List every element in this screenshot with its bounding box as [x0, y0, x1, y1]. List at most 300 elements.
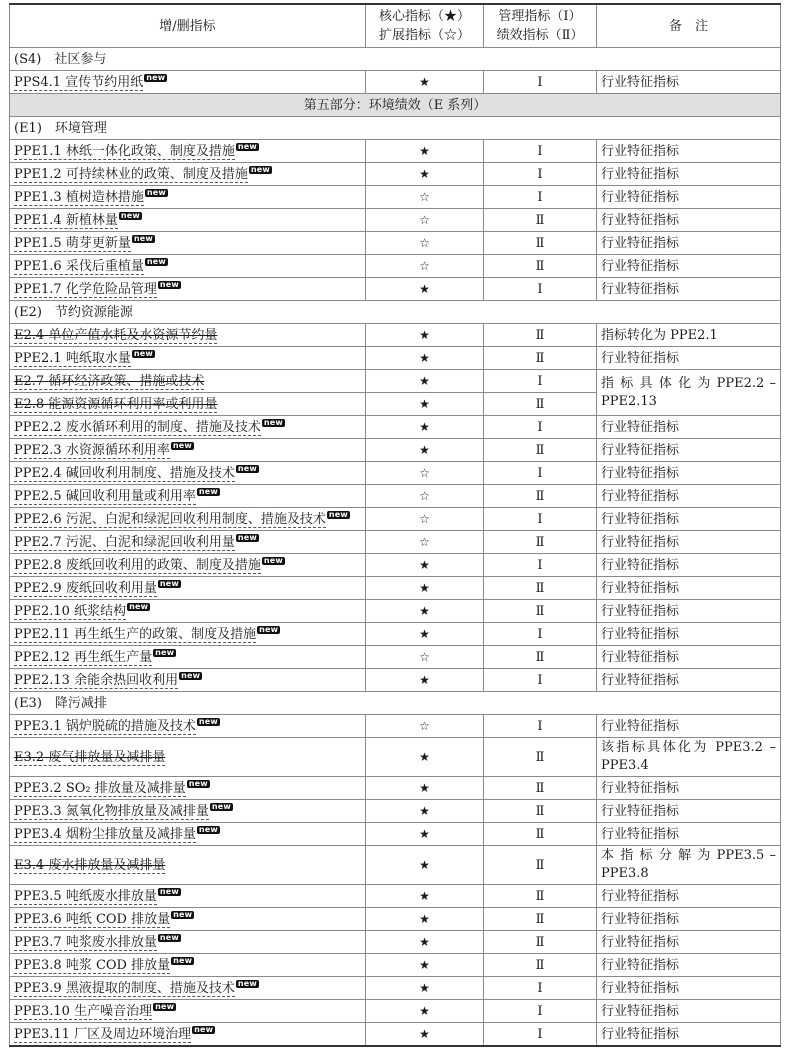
core-extended-cell: ☆ — [366, 508, 484, 531]
new-badge: new — [237, 979, 257, 989]
remark-cell: 行业特征指标 — [597, 777, 781, 800]
management-performance-cell: Ⅰ — [484, 977, 597, 1000]
management-performance-cell: Ⅰ — [484, 462, 597, 485]
indicator-code: PPE2.13 — [14, 672, 70, 688]
indicator-code: PPE3.9 — [14, 980, 62, 996]
indicator-text: 污泥、白泥和绿泥回收利用制度、措施及技术 — [65, 511, 326, 527]
indicator-cell — [10, 715, 366, 738]
indicator-name — [14, 673, 178, 689]
indicator-text: 废气排放量及减排量 — [48, 749, 166, 765]
table-row — [10, 846, 781, 885]
core-extended-cell: ☆ — [366, 186, 484, 209]
section-header-row — [10, 692, 781, 715]
indicator-code: PPE1.4 — [14, 212, 62, 228]
management-performance-cell: Ⅱ — [484, 232, 597, 255]
remark-cell: 行业特征指标 — [597, 669, 781, 692]
management-performance-cell: Ⅱ — [484, 600, 597, 623]
indicator-name — [14, 466, 235, 482]
header-remarks: 备 注 — [597, 4, 781, 48]
core-extended-cell: ☆ — [366, 209, 484, 232]
core-extended-cell: ★ — [366, 1000, 484, 1023]
table-row — [10, 485, 781, 508]
indicator-cell — [10, 347, 366, 370]
new-badge: new — [129, 602, 149, 612]
table-body — [10, 48, 781, 1047]
indicator-name — [14, 282, 157, 298]
table-row — [10, 1023, 781, 1047]
indicator-text: 吨浆废水排放量 — [65, 934, 157, 950]
remark-cell: 行业特征指标 — [597, 163, 781, 186]
deleted-indicator-name — [14, 858, 165, 874]
management-performance-cell: Ⅰ — [484, 508, 597, 531]
remark-cell: 行业特征指标 — [597, 931, 781, 954]
core-extended-cell: ☆ — [366, 462, 484, 485]
table-row — [10, 954, 781, 977]
indicator-cell — [10, 462, 366, 485]
section-header-row — [10, 48, 781, 71]
indicator-name — [14, 650, 152, 666]
indicator-cell — [10, 823, 366, 846]
indicator-name — [14, 489, 196, 505]
indicator-code: PPE1.5 — [14, 235, 62, 251]
new-badge: new — [159, 933, 179, 943]
header-management-performance — [484, 4, 597, 48]
indicator-text: 吨纸 COD 排放量 — [65, 911, 171, 927]
indicator-cell — [10, 232, 366, 255]
indicator-name — [14, 512, 326, 528]
indicator-text: 新植林量 — [65, 212, 118, 228]
management-performance-cell: Ⅱ — [484, 485, 597, 508]
core-extended-cell: ★ — [366, 623, 484, 646]
indicator-name — [14, 144, 235, 160]
remark-cell: 该指标具体化为 PPE3.2 – PPE3.4 — [597, 738, 781, 777]
core-extended-cell: ☆ — [366, 715, 484, 738]
indicator-name — [14, 889, 157, 905]
indicator-text: 废纸回收利用量 — [65, 580, 157, 596]
new-badge: new — [211, 802, 231, 812]
indicator-code: PPE3.5 — [14, 888, 62, 904]
new-badge: new — [194, 1025, 214, 1035]
indicator-cell — [10, 931, 366, 954]
indicator-name — [14, 781, 186, 797]
indicator-code: PPE2.1 — [14, 350, 62, 366]
indicator-cell — [10, 846, 366, 885]
management-performance-cell: Ⅱ — [484, 885, 597, 908]
indicator-text: 生产噪音治理 — [74, 1003, 153, 1019]
indicator-code: PPE1.2 — [14, 166, 62, 182]
new-badge: new — [172, 441, 192, 451]
indicator-name — [14, 604, 126, 620]
new-badge: new — [198, 717, 218, 727]
indicator-code: E3.4 — [14, 857, 45, 873]
indicator-code: PPE2.10 — [14, 603, 70, 619]
remark-cell: 行业特征指标 — [597, 439, 781, 462]
remark-cell: 行业特征指标 — [597, 186, 781, 209]
remark-cell: 行业特征指标 — [597, 1023, 781, 1047]
table-row — [10, 232, 781, 255]
indicator-text: 再生纸生产的政策、制度及措施 — [74, 626, 257, 642]
remark-cell: 行业特征指标 — [597, 623, 781, 646]
core-extended-cell: ★ — [366, 777, 484, 800]
core-extended-cell: ★ — [366, 577, 484, 600]
core-extended-cell: ★ — [366, 800, 484, 823]
management-performance-cell: Ⅰ — [484, 163, 597, 186]
core-extended-cell: ★ — [366, 71, 484, 94]
indicator-cell — [10, 600, 366, 623]
new-badge: new — [159, 280, 179, 290]
indicator-code: PPE3.4 — [14, 826, 62, 842]
indicator-cell — [10, 954, 366, 977]
part-header-row — [10, 94, 781, 117]
deleted-indicator-name — [14, 374, 204, 390]
management-performance-cell: Ⅰ — [484, 186, 597, 209]
core-extended-cell: ☆ — [366, 232, 484, 255]
indicator-cell — [10, 439, 366, 462]
new-badge: new — [263, 556, 283, 566]
indicator-code: PPE2.5 — [14, 488, 62, 504]
table-row — [10, 885, 781, 908]
management-performance-cell: Ⅱ — [484, 209, 597, 232]
indicator-cell — [10, 255, 366, 278]
core-extended-cell: ★ — [366, 846, 484, 885]
indicator-text: 单位产值水耗及水资源节约量 — [48, 327, 218, 343]
management-performance-cell: Ⅰ — [484, 370, 597, 393]
indicator-cell — [10, 71, 366, 94]
indicator-cell — [10, 738, 366, 777]
indicator-code: PPE2.12 — [14, 649, 70, 665]
new-badge: new — [237, 142, 257, 152]
new-badge: new — [173, 956, 193, 966]
new-badge: new — [155, 1002, 175, 1012]
indicator-cell — [10, 577, 366, 600]
remark-cell: 行业特征指标 — [597, 715, 781, 738]
indicator-text: 氮氧化物排放量及减排量 — [65, 803, 209, 819]
management-performance-cell: Ⅰ — [484, 623, 597, 646]
management-performance-cell: Ⅱ — [484, 846, 597, 885]
indicator-cell — [10, 324, 366, 347]
indicator-code: PPE3.1 — [14, 718, 62, 734]
remark-cell: 行业特征指标 — [597, 347, 781, 370]
indicator-text: 废水排放量及减排量 — [48, 857, 166, 873]
core-extended-cell: ★ — [366, 977, 484, 1000]
part-title: 第五部分：环境绩效（E 系列） — [10, 94, 781, 117]
indicator-cell — [10, 531, 366, 554]
remark-cell: 本 指 标 分 解 为 PPE3.5 – PPE3.8 — [597, 846, 781, 885]
indicator-name — [14, 535, 235, 551]
indicator-text: 可持续林业的政策、制度及措施 — [65, 166, 248, 182]
indicator-text: 厂区及周边环境治理 — [74, 1026, 192, 1042]
remark-cell: 行业特征指标 — [597, 232, 781, 255]
table-row — [10, 71, 781, 94]
remark-cell: 行业特征指标 — [597, 278, 781, 301]
indicator-name — [14, 935, 157, 951]
indicator-cell — [10, 908, 366, 931]
indicator-code: PPE2.9 — [14, 580, 62, 596]
indicator-cell — [10, 977, 366, 1000]
new-badge: new — [198, 487, 218, 497]
remark-cell: 行业特征指标 — [597, 531, 781, 554]
indicator-text: 化学危险品管理 — [65, 281, 157, 297]
indicator-name — [14, 827, 196, 843]
indicator-code: PPE1.6 — [14, 258, 62, 274]
new-badge: new — [155, 648, 175, 658]
indicator-cell — [10, 777, 366, 800]
indicator-name — [14, 958, 170, 974]
remark-cell: 行业特征指标 — [597, 71, 781, 94]
management-performance-cell: Ⅰ — [484, 71, 597, 94]
indicator-name — [14, 1027, 191, 1043]
remark-cell: 行业特征指标 — [597, 140, 781, 163]
table-row — [10, 370, 781, 393]
indicator-name — [14, 420, 261, 436]
header-performance-label: 绩效指标（Ⅱ） — [496, 28, 584, 43]
indicator-cell — [10, 623, 366, 646]
management-performance-cell: Ⅱ — [484, 577, 597, 600]
management-performance-cell: Ⅱ — [484, 255, 597, 278]
management-performance-cell: Ⅰ — [484, 1023, 597, 1047]
remark-cell: 行业特征指标 — [597, 977, 781, 1000]
indicator-text: SO₂ 排放量及减排量 — [65, 780, 186, 796]
core-extended-cell: ★ — [366, 669, 484, 692]
indicator-text: 污泥、白泥和绿泥回收利用量 — [65, 534, 235, 550]
indicator-table-container — [9, 3, 780, 1047]
indicator-name — [14, 213, 118, 229]
table-row — [10, 1000, 781, 1023]
indicator-code: PPE1.7 — [14, 281, 62, 297]
indicator-code: PPE3.6 — [14, 911, 62, 927]
table-row — [10, 163, 781, 186]
indicator-code: PPS4.1 — [14, 74, 62, 90]
remark-cell: 指标转化为 PPE2.1 — [597, 324, 781, 347]
new-badge: new — [146, 257, 166, 267]
indicator-code: PPE3.2 — [14, 780, 62, 796]
new-badge: new — [120, 211, 140, 221]
indicator-text: 林纸一体化政策、制度及措施 — [65, 143, 235, 159]
indicator-code: E2.8 — [14, 396, 45, 412]
management-performance-cell: Ⅰ — [484, 715, 597, 738]
remark-cell: 行业特征指标 — [597, 646, 781, 669]
core-extended-cell: ★ — [366, 347, 484, 370]
section-header-row — [10, 301, 781, 324]
table-row — [10, 738, 781, 777]
management-performance-cell: Ⅱ — [484, 393, 597, 416]
section-title: (E2) 节约资源能源 — [10, 301, 781, 324]
table-row — [10, 278, 781, 301]
remark-cell: 行业特征指标 — [597, 908, 781, 931]
indicator-code: PPE2.3 — [14, 442, 62, 458]
indicator-code: PPE2.11 — [14, 626, 70, 642]
indicator-name — [14, 443, 170, 459]
core-extended-cell: ★ — [366, 931, 484, 954]
core-extended-cell: ★ — [366, 823, 484, 846]
indicator-code: PPE1.1 — [14, 143, 62, 159]
header-core-extended — [366, 4, 484, 48]
new-badge: new — [146, 188, 166, 198]
indicator-name — [14, 167, 248, 183]
remark-cell: 行业特征指标 — [597, 600, 781, 623]
section-title: (E3) 降污减排 — [10, 692, 781, 715]
section-title: (E1) 环境管理 — [10, 117, 781, 140]
table-row — [10, 777, 781, 800]
table-row — [10, 140, 781, 163]
core-extended-cell: ★ — [366, 738, 484, 777]
deleted-indicator-name — [14, 328, 217, 344]
indicator-text: 废水循环利用的制度、措施及技术 — [65, 419, 261, 435]
new-badge: new — [173, 910, 193, 920]
header-extended-label: 扩展指标（☆） — [378, 28, 470, 43]
new-badge: new — [250, 165, 270, 175]
management-performance-cell: Ⅰ — [484, 278, 597, 301]
new-badge: new — [328, 510, 348, 520]
indicator-name — [14, 627, 256, 643]
new-badge: new — [237, 533, 257, 543]
indicator-cell — [10, 1023, 366, 1047]
indicator-cell — [10, 508, 366, 531]
indicator-cell — [10, 800, 366, 823]
core-extended-cell: ☆ — [366, 485, 484, 508]
indicator-cell — [10, 163, 366, 186]
core-extended-cell: ★ — [366, 140, 484, 163]
indicator-text: 能源资源循环利用率或利用量 — [48, 396, 218, 412]
indicator-cell — [10, 370, 366, 393]
new-badge: new — [159, 887, 179, 897]
remark-cell: 行业特征指标 — [597, 462, 781, 485]
management-performance-cell: Ⅱ — [484, 823, 597, 846]
indicator-code: E3.2 — [14, 749, 45, 765]
indicator-name — [14, 351, 131, 367]
indicator-text: 黑液提取的制度、措施及技术 — [65, 980, 235, 996]
core-extended-cell: ★ — [366, 554, 484, 577]
indicator-cell — [10, 1000, 366, 1023]
table-row — [10, 931, 781, 954]
table-row — [10, 209, 781, 232]
table-row — [10, 255, 781, 278]
indicator-name — [14, 558, 261, 574]
core-extended-cell: ★ — [366, 885, 484, 908]
indicator-table — [9, 3, 781, 1047]
indicator-name — [14, 236, 131, 252]
indicator-code: PPE3.7 — [14, 934, 62, 950]
management-performance-cell: Ⅱ — [484, 531, 597, 554]
indicator-cell — [10, 646, 366, 669]
indicator-name — [14, 1004, 152, 1020]
core-extended-cell: ★ — [366, 324, 484, 347]
header-indicator: 增/删指标 — [10, 4, 366, 48]
indicator-text: 植树造林措施 — [65, 189, 144, 205]
management-performance-cell: Ⅱ — [484, 646, 597, 669]
remark-cell: 行业特征指标 — [597, 1000, 781, 1023]
remark-cell: 行业特征指标 — [597, 508, 781, 531]
core-extended-cell: ★ — [366, 370, 484, 393]
header-core-label: 核心指标（★） — [378, 9, 470, 24]
deleted-indicator-name — [14, 397, 217, 413]
remark-cell: 指 标 具 体 化 为 PPE2.2 – PPE2.13 — [597, 370, 781, 416]
indicator-text: 再生纸生产量 — [74, 649, 153, 665]
management-performance-cell: Ⅰ — [484, 416, 597, 439]
indicator-cell — [10, 209, 366, 232]
indicator-cell — [10, 885, 366, 908]
table-row — [10, 715, 781, 738]
core-extended-cell: ★ — [366, 439, 484, 462]
indicator-cell — [10, 669, 366, 692]
table-row — [10, 977, 781, 1000]
remark-cell: 行业特征指标 — [597, 255, 781, 278]
core-extended-cell: ★ — [366, 393, 484, 416]
table-row — [10, 324, 781, 347]
indicator-cell — [10, 186, 366, 209]
table-row — [10, 416, 781, 439]
indicator-text: 碱回收利用制度、措施及技术 — [65, 465, 235, 481]
table-row — [10, 823, 781, 846]
remark-cell: 行业特征指标 — [597, 800, 781, 823]
indicator-name — [14, 719, 196, 735]
table-row — [10, 800, 781, 823]
indicator-name — [14, 75, 143, 91]
indicator-name — [14, 581, 157, 597]
management-performance-cell: Ⅰ — [484, 554, 597, 577]
header-management-label: 管理指标（Ⅰ） — [498, 9, 582, 24]
table-row — [10, 554, 781, 577]
core-extended-cell: ★ — [366, 1023, 484, 1047]
indicator-text: 纸浆结构 — [74, 603, 127, 619]
table-header-row — [10, 4, 781, 48]
indicator-name — [14, 912, 170, 928]
indicator-name — [14, 804, 209, 820]
indicator-code: E2.7 — [14, 373, 45, 389]
indicator-cell — [10, 140, 366, 163]
core-extended-cell: ★ — [366, 163, 484, 186]
remark-cell: 行业特征指标 — [597, 485, 781, 508]
table-row — [10, 908, 781, 931]
indicator-code: PPE2.7 — [14, 534, 62, 550]
indicator-cell — [10, 416, 366, 439]
indicator-cell — [10, 554, 366, 577]
management-performance-cell: Ⅱ — [484, 931, 597, 954]
table-row — [10, 347, 781, 370]
core-extended-cell: ★ — [366, 600, 484, 623]
indicator-text: 碱回收利用量或利用率 — [65, 488, 196, 504]
new-badge: new — [133, 234, 153, 244]
core-extended-cell: ★ — [366, 416, 484, 439]
table-row — [10, 531, 781, 554]
new-badge: new — [146, 73, 166, 83]
management-performance-cell: Ⅰ — [484, 669, 597, 692]
indicator-text: 吨浆 COD 排放量 — [65, 957, 171, 973]
indicator-text: 循环经济政策、措施或技术 — [48, 373, 205, 389]
management-performance-cell: Ⅰ — [484, 1000, 597, 1023]
core-extended-cell: ☆ — [366, 255, 484, 278]
remark-cell: 行业特征指标 — [597, 954, 781, 977]
indicator-code: PPE3.11 — [14, 1026, 70, 1042]
new-badge: new — [263, 418, 283, 428]
indicator-cell — [10, 485, 366, 508]
table-row — [10, 623, 781, 646]
core-extended-cell: ★ — [366, 908, 484, 931]
indicator-code: E2.4 — [14, 327, 45, 343]
table-row — [10, 186, 781, 209]
indicator-text: 萌芽更新量 — [65, 235, 131, 251]
management-performance-cell: Ⅱ — [484, 738, 597, 777]
remark-cell: 行业特征指标 — [597, 823, 781, 846]
table-row — [10, 462, 781, 485]
indicator-code: PPE2.8 — [14, 557, 62, 573]
indicator-code: PPE1.3 — [14, 189, 62, 205]
indicator-text: 吨纸废水排放量 — [65, 888, 157, 904]
indicator-name — [14, 259, 144, 275]
indicator-text: 锅炉脱硫的措施及技术 — [65, 718, 196, 734]
core-extended-cell: ☆ — [366, 646, 484, 669]
section-title: (S4) 社区参与 — [10, 48, 781, 71]
